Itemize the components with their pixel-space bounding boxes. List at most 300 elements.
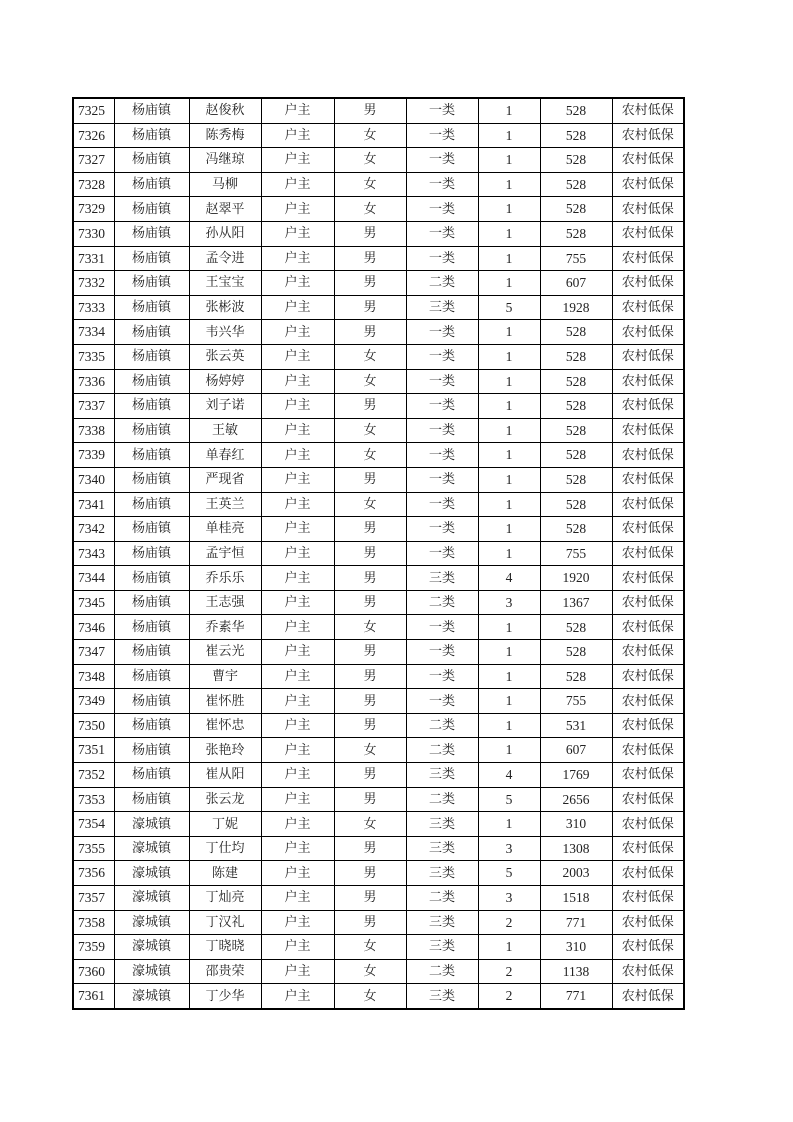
serial-number-cell: 7345 (73, 590, 114, 615)
gender-cell: 女 (334, 959, 406, 984)
name-cell: 孙从阳 (189, 221, 261, 246)
name-cell: 张彬波 (189, 295, 261, 320)
serial-number-cell: 7348 (73, 664, 114, 689)
gender-cell: 男 (334, 640, 406, 665)
category-cell: 一类 (406, 148, 478, 173)
name-cell: 乔乐乐 (189, 566, 261, 591)
serial-number-cell: 7338 (73, 418, 114, 443)
gender-cell: 女 (334, 492, 406, 517)
town-cell: 杨庙镇 (114, 246, 189, 271)
relation-cell: 户主 (261, 812, 334, 837)
amount-cell: 528 (540, 664, 612, 689)
table-row (73, 443, 684, 468)
gender-cell: 男 (334, 836, 406, 861)
amount-cell: 771 (540, 984, 612, 1009)
town-cell: 杨庙镇 (114, 148, 189, 173)
serial-number-cell: 7339 (73, 443, 114, 468)
assistance-type-cell: 农村低保 (612, 467, 684, 492)
category-cell: 二类 (406, 271, 478, 296)
assistance-type-cell: 农村低保 (612, 197, 684, 222)
assistance-type-cell: 农村低保 (612, 738, 684, 763)
table-row (73, 566, 684, 591)
name-cell: 赵翠平 (189, 197, 261, 222)
serial-number-cell: 7356 (73, 861, 114, 886)
serial-number-cell: 7359 (73, 935, 114, 960)
name-cell: 孟令进 (189, 246, 261, 271)
category-cell: 三类 (406, 763, 478, 788)
table-body (73, 98, 684, 1009)
amount-cell: 755 (540, 246, 612, 271)
town-cell: 濠城镇 (114, 935, 189, 960)
town-cell: 濠城镇 (114, 812, 189, 837)
assistance-type-cell: 农村低保 (612, 320, 684, 345)
household-size-cell: 1 (478, 467, 540, 492)
table-row (73, 984, 684, 1009)
amount-cell: 310 (540, 935, 612, 960)
town-cell: 杨庙镇 (114, 763, 189, 788)
household-size-cell: 2 (478, 984, 540, 1009)
serial-number-cell: 7347 (73, 640, 114, 665)
amount-cell: 1928 (540, 295, 612, 320)
gender-cell: 男 (334, 713, 406, 738)
relation-cell: 户主 (261, 935, 334, 960)
table-row (73, 320, 684, 345)
household-size-cell: 1 (478, 369, 540, 394)
serial-number-cell: 7329 (73, 197, 114, 222)
household-size-cell: 1 (478, 197, 540, 222)
gender-cell: 男 (334, 566, 406, 591)
serial-number-cell: 7346 (73, 615, 114, 640)
amount-cell: 528 (540, 443, 612, 468)
town-cell: 杨庙镇 (114, 590, 189, 615)
name-cell: 崔怀胜 (189, 689, 261, 714)
town-cell: 杨庙镇 (114, 566, 189, 591)
name-cell: 马柳 (189, 172, 261, 197)
assistance-type-cell: 农村低保 (612, 394, 684, 419)
household-size-cell: 1 (478, 738, 540, 763)
amount-cell: 528 (540, 123, 612, 148)
gender-cell: 女 (334, 344, 406, 369)
relation-cell: 户主 (261, 344, 334, 369)
table-row (73, 246, 684, 271)
category-cell: 二类 (406, 738, 478, 763)
amount-cell: 528 (540, 148, 612, 173)
household-size-cell: 5 (478, 295, 540, 320)
relation-cell: 户主 (261, 123, 334, 148)
town-cell: 杨庙镇 (114, 123, 189, 148)
household-size-cell: 1 (478, 713, 540, 738)
serial-number-cell: 7330 (73, 221, 114, 246)
category-cell: 三类 (406, 836, 478, 861)
table-row (73, 172, 684, 197)
gender-cell: 男 (334, 221, 406, 246)
assistance-type-cell: 农村低保 (612, 443, 684, 468)
gender-cell: 男 (334, 787, 406, 812)
relation-cell: 户主 (261, 861, 334, 886)
serial-number-cell: 7341 (73, 492, 114, 517)
name-cell: 崔怀忠 (189, 713, 261, 738)
category-cell: 一类 (406, 517, 478, 542)
household-size-cell: 1 (478, 935, 540, 960)
amount-cell: 528 (540, 615, 612, 640)
table-row (73, 541, 684, 566)
category-cell: 三类 (406, 910, 478, 935)
amount-cell: 528 (540, 98, 612, 123)
serial-number-cell: 7325 (73, 98, 114, 123)
table-row (73, 738, 684, 763)
category-cell: 三类 (406, 861, 478, 886)
name-cell: 王敏 (189, 418, 261, 443)
name-cell: 张云龙 (189, 787, 261, 812)
name-cell: 杨婷婷 (189, 369, 261, 394)
town-cell: 杨庙镇 (114, 713, 189, 738)
town-cell: 杨庙镇 (114, 541, 189, 566)
gender-cell: 男 (334, 271, 406, 296)
table-row (73, 467, 684, 492)
assistance-type-cell: 农村低保 (612, 418, 684, 443)
amount-cell: 2656 (540, 787, 612, 812)
assistance-type-cell: 农村低保 (612, 959, 684, 984)
assistance-type-cell: 农村低保 (612, 787, 684, 812)
table-row (73, 98, 684, 123)
gender-cell: 男 (334, 394, 406, 419)
relation-cell: 户主 (261, 763, 334, 788)
name-cell: 单桂亮 (189, 517, 261, 542)
name-cell: 孟宇恒 (189, 541, 261, 566)
amount-cell: 1769 (540, 763, 612, 788)
relation-cell: 户主 (261, 320, 334, 345)
name-cell: 王英兰 (189, 492, 261, 517)
relation-cell: 户主 (261, 689, 334, 714)
town-cell: 杨庙镇 (114, 443, 189, 468)
town-cell: 杨庙镇 (114, 320, 189, 345)
relation-cell: 户主 (261, 271, 334, 296)
amount-cell: 2003 (540, 861, 612, 886)
gender-cell: 女 (334, 418, 406, 443)
household-size-cell: 1 (478, 221, 540, 246)
town-cell: 杨庙镇 (114, 295, 189, 320)
household-size-cell: 1 (478, 541, 540, 566)
household-size-cell: 1 (478, 320, 540, 345)
town-cell: 濠城镇 (114, 984, 189, 1009)
amount-cell: 1920 (540, 566, 612, 591)
gender-cell: 男 (334, 295, 406, 320)
serial-number-cell: 7358 (73, 910, 114, 935)
town-cell: 杨庙镇 (114, 418, 189, 443)
relation-cell: 户主 (261, 615, 334, 640)
category-cell: 一类 (406, 246, 478, 271)
category-cell: 一类 (406, 467, 478, 492)
gender-cell: 女 (334, 812, 406, 837)
category-cell: 一类 (406, 418, 478, 443)
amount-cell: 528 (540, 418, 612, 443)
town-cell: 杨庙镇 (114, 98, 189, 123)
town-cell: 杨庙镇 (114, 689, 189, 714)
town-cell: 杨庙镇 (114, 738, 189, 763)
name-cell: 丁少华 (189, 984, 261, 1009)
household-size-cell: 1 (478, 812, 540, 837)
relation-cell: 户主 (261, 836, 334, 861)
amount-cell: 528 (540, 517, 612, 542)
household-size-cell: 1 (478, 172, 540, 197)
table-row (73, 689, 684, 714)
category-cell: 一类 (406, 664, 478, 689)
name-cell: 丁灿亮 (189, 886, 261, 911)
table-row (73, 812, 684, 837)
table-row (73, 148, 684, 173)
assistance-type-cell: 农村低保 (612, 640, 684, 665)
amount-cell: 528 (540, 344, 612, 369)
table-row (73, 910, 684, 935)
amount-cell: 528 (540, 197, 612, 222)
table-row (73, 763, 684, 788)
town-cell: 杨庙镇 (114, 640, 189, 665)
relation-cell: 户主 (261, 640, 334, 665)
table-row (73, 787, 684, 812)
household-size-cell: 3 (478, 836, 540, 861)
category-cell: 一类 (406, 221, 478, 246)
table-row (73, 935, 684, 960)
town-cell: 杨庙镇 (114, 394, 189, 419)
table-row (73, 836, 684, 861)
serial-number-cell: 7326 (73, 123, 114, 148)
household-size-cell: 1 (478, 492, 540, 517)
gender-cell: 男 (334, 910, 406, 935)
category-cell: 一类 (406, 197, 478, 222)
assistance-type-cell: 农村低保 (612, 615, 684, 640)
relation-cell: 户主 (261, 443, 334, 468)
table-row (73, 959, 684, 984)
name-cell: 王宝宝 (189, 271, 261, 296)
category-cell: 二类 (406, 787, 478, 812)
relation-cell: 户主 (261, 787, 334, 812)
town-cell: 杨庙镇 (114, 467, 189, 492)
town-cell: 濠城镇 (114, 836, 189, 861)
amount-cell: 528 (540, 467, 612, 492)
gender-cell: 女 (334, 148, 406, 173)
name-cell: 丁仕均 (189, 836, 261, 861)
relation-cell: 户主 (261, 738, 334, 763)
amount-cell: 528 (540, 172, 612, 197)
relation-cell: 户主 (261, 910, 334, 935)
relief-roster-table (72, 97, 685, 1010)
serial-number-cell: 7349 (73, 689, 114, 714)
amount-cell: 528 (540, 394, 612, 419)
gender-cell: 男 (334, 590, 406, 615)
table-row (73, 295, 684, 320)
gender-cell: 男 (334, 246, 406, 271)
name-cell: 张云英 (189, 344, 261, 369)
household-size-cell: 3 (478, 590, 540, 615)
name-cell: 崔从阳 (189, 763, 261, 788)
table-row (73, 123, 684, 148)
amount-cell: 755 (540, 689, 612, 714)
serial-number-cell: 7354 (73, 812, 114, 837)
gender-cell: 男 (334, 886, 406, 911)
category-cell: 一类 (406, 369, 478, 394)
serial-number-cell: 7337 (73, 394, 114, 419)
serial-number-cell: 7361 (73, 984, 114, 1009)
name-cell: 丁汉礼 (189, 910, 261, 935)
gender-cell: 女 (334, 615, 406, 640)
category-cell: 二类 (406, 886, 478, 911)
town-cell: 濠城镇 (114, 886, 189, 911)
relation-cell: 户主 (261, 566, 334, 591)
amount-cell: 607 (540, 738, 612, 763)
category-cell: 一类 (406, 394, 478, 419)
household-size-cell: 1 (478, 123, 540, 148)
town-cell: 杨庙镇 (114, 197, 189, 222)
assistance-type-cell: 农村低保 (612, 344, 684, 369)
assistance-type-cell: 农村低保 (612, 246, 684, 271)
assistance-type-cell: 农村低保 (612, 763, 684, 788)
name-cell: 曹宇 (189, 664, 261, 689)
serial-number-cell: 7357 (73, 886, 114, 911)
household-size-cell: 1 (478, 615, 540, 640)
relation-cell: 户主 (261, 713, 334, 738)
assistance-type-cell: 农村低保 (612, 541, 684, 566)
household-size-cell: 1 (478, 394, 540, 419)
assistance-type-cell: 农村低保 (612, 517, 684, 542)
gender-cell: 女 (334, 984, 406, 1009)
household-size-cell: 3 (478, 886, 540, 911)
name-cell: 韦兴华 (189, 320, 261, 345)
assistance-type-cell: 农村低保 (612, 369, 684, 394)
table-row (73, 492, 684, 517)
name-cell: 乔素华 (189, 615, 261, 640)
household-size-cell: 1 (478, 689, 540, 714)
relation-cell: 户主 (261, 467, 334, 492)
assistance-type-cell: 农村低保 (612, 713, 684, 738)
assistance-type-cell: 农村低保 (612, 910, 684, 935)
name-cell: 王志强 (189, 590, 261, 615)
gender-cell: 男 (334, 320, 406, 345)
serial-number-cell: 7327 (73, 148, 114, 173)
serial-number-cell: 7335 (73, 344, 114, 369)
household-size-cell: 1 (478, 98, 540, 123)
category-cell: 一类 (406, 443, 478, 468)
town-cell: 杨庙镇 (114, 369, 189, 394)
category-cell: 一类 (406, 689, 478, 714)
amount-cell: 528 (540, 492, 612, 517)
household-size-cell: 5 (478, 787, 540, 812)
gender-cell: 男 (334, 541, 406, 566)
assistance-type-cell: 农村低保 (612, 689, 684, 714)
table-row (73, 861, 684, 886)
town-cell: 杨庙镇 (114, 172, 189, 197)
amount-cell: 1308 (540, 836, 612, 861)
relation-cell: 户主 (261, 148, 334, 173)
table-row (73, 197, 684, 222)
relation-cell: 户主 (261, 246, 334, 271)
town-cell: 杨庙镇 (114, 615, 189, 640)
category-cell: 一类 (406, 541, 478, 566)
serial-number-cell: 7344 (73, 566, 114, 591)
table-row (73, 394, 684, 419)
town-cell: 杨庙镇 (114, 271, 189, 296)
town-cell: 杨庙镇 (114, 787, 189, 812)
name-cell: 陈秀梅 (189, 123, 261, 148)
town-cell: 杨庙镇 (114, 664, 189, 689)
household-size-cell: 1 (478, 640, 540, 665)
relation-cell: 户主 (261, 517, 334, 542)
household-size-cell: 4 (478, 763, 540, 788)
category-cell: 三类 (406, 935, 478, 960)
gender-cell: 男 (334, 517, 406, 542)
amount-cell: 1367 (540, 590, 612, 615)
relation-cell: 户主 (261, 172, 334, 197)
relation-cell: 户主 (261, 98, 334, 123)
category-cell: 一类 (406, 640, 478, 665)
name-cell: 刘子诺 (189, 394, 261, 419)
gender-cell: 男 (334, 861, 406, 886)
household-size-cell: 2 (478, 959, 540, 984)
category-cell: 一类 (406, 344, 478, 369)
assistance-type-cell: 农村低保 (612, 271, 684, 296)
household-size-cell: 4 (478, 566, 540, 591)
amount-cell: 1138 (540, 959, 612, 984)
serial-number-cell: 7353 (73, 787, 114, 812)
assistance-type-cell: 农村低保 (612, 836, 684, 861)
amount-cell: 531 (540, 713, 612, 738)
table-row (73, 344, 684, 369)
household-size-cell: 1 (478, 246, 540, 271)
assistance-type-cell: 农村低保 (612, 123, 684, 148)
gender-cell: 女 (334, 738, 406, 763)
gender-cell: 女 (334, 123, 406, 148)
serial-number-cell: 7340 (73, 467, 114, 492)
amount-cell: 310 (540, 812, 612, 837)
assistance-type-cell: 农村低保 (612, 172, 684, 197)
serial-number-cell: 7351 (73, 738, 114, 763)
assistance-type-cell: 农村低保 (612, 590, 684, 615)
assistance-type-cell: 农村低保 (612, 664, 684, 689)
serial-number-cell: 7333 (73, 295, 114, 320)
gender-cell: 男 (334, 467, 406, 492)
category-cell: 二类 (406, 959, 478, 984)
category-cell: 一类 (406, 320, 478, 345)
town-cell: 濠城镇 (114, 861, 189, 886)
gender-cell: 男 (334, 689, 406, 714)
assistance-type-cell: 农村低保 (612, 984, 684, 1009)
gender-cell: 女 (334, 935, 406, 960)
table-row (73, 640, 684, 665)
name-cell: 张艳玲 (189, 738, 261, 763)
household-size-cell: 2 (478, 910, 540, 935)
relation-cell: 户主 (261, 197, 334, 222)
gender-cell: 女 (334, 172, 406, 197)
serial-number-cell: 7360 (73, 959, 114, 984)
assistance-type-cell: 农村低保 (612, 861, 684, 886)
assistance-type-cell: 农村低保 (612, 98, 684, 123)
assistance-type-cell: 农村低保 (612, 812, 684, 837)
relation-cell: 户主 (261, 664, 334, 689)
gender-cell: 男 (334, 98, 406, 123)
assistance-type-cell: 农村低保 (612, 148, 684, 173)
amount-cell: 1518 (540, 886, 612, 911)
relation-cell: 户主 (261, 418, 334, 443)
gender-cell: 女 (334, 197, 406, 222)
relation-cell: 户主 (261, 959, 334, 984)
serial-number-cell: 7342 (73, 517, 114, 542)
assistance-type-cell: 农村低保 (612, 492, 684, 517)
amount-cell: 607 (540, 271, 612, 296)
serial-number-cell: 7352 (73, 763, 114, 788)
name-cell: 严现省 (189, 467, 261, 492)
serial-number-cell: 7350 (73, 713, 114, 738)
assistance-type-cell: 农村低保 (612, 295, 684, 320)
town-cell: 杨庙镇 (114, 517, 189, 542)
